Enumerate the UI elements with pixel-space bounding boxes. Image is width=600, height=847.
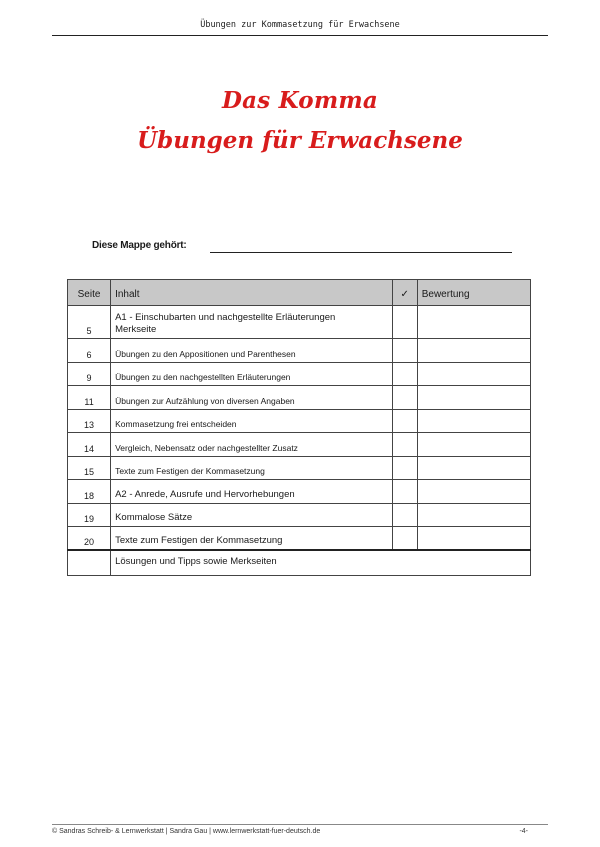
page-number: 20 xyxy=(68,527,111,551)
content-cell: A2 - Anrede, Ausrufe und Hervorhebungen xyxy=(111,480,393,504)
table-row xyxy=(68,339,531,363)
page-number: 9 xyxy=(68,362,111,386)
table-row xyxy=(68,456,531,480)
table-row xyxy=(68,409,531,433)
table-row xyxy=(68,527,531,551)
check-cell[interactable] xyxy=(392,456,417,480)
header-check: ✓ xyxy=(392,280,417,306)
contents-table xyxy=(67,279,531,576)
content-line: A1 - Einschubarten und nachgestellte Erläuterungen xyxy=(115,312,336,323)
rating-cell[interactable] xyxy=(417,386,530,410)
rating-cell[interactable] xyxy=(417,527,530,551)
check-cell[interactable] xyxy=(392,503,417,527)
header-content: Inhalt xyxy=(111,280,393,306)
page-number: 18 xyxy=(68,480,111,504)
header-title: Übungen zur Kommasetzung für Erwachsene xyxy=(200,20,400,30)
rating-cell[interactable] xyxy=(417,339,530,363)
content-cell: Vergleich, Nebensatz oder nachgestellter Zusatz xyxy=(111,433,393,457)
footer-copyright: © Sandras Schreib- & Lernwerkstatt | Sandra Gau | www.lernwerkstatt-fuer-deutsch.de xyxy=(52,828,321,835)
content-cell xyxy=(111,306,393,339)
rating-cell[interactable] xyxy=(417,409,530,433)
footer-page-number: -4- xyxy=(519,828,528,835)
owner-row xyxy=(92,240,512,256)
page-number: 15 xyxy=(68,456,111,480)
rating-cell[interactable] xyxy=(417,433,530,457)
rating-cell[interactable] xyxy=(417,503,530,527)
rating-cell[interactable] xyxy=(417,306,530,339)
title-block xyxy=(0,84,600,158)
page-number: 19 xyxy=(68,503,111,527)
page-header xyxy=(52,18,548,36)
content-cell: Texte zum Festigen der Kommasetzung xyxy=(111,456,393,480)
table-row xyxy=(68,386,531,410)
content-cell: Kommasetzung frei entscheiden xyxy=(111,409,393,433)
content-cell: Übungen zu den nachgestellten Erläuterungen xyxy=(111,362,393,386)
table-row xyxy=(68,306,531,339)
check-cell[interactable] xyxy=(392,339,417,363)
page-number: 6 xyxy=(68,339,111,363)
owner-label: Diese Mappe gehört: xyxy=(92,240,187,251)
table-row-solutions xyxy=(68,550,531,576)
table-row xyxy=(68,503,531,527)
header-rating: Bewertung xyxy=(417,280,530,306)
check-cell[interactable] xyxy=(392,480,417,504)
content-line: Merkseite xyxy=(115,324,157,335)
content-cell: Übungen zur Aufzählung von diversen Angaben xyxy=(111,386,393,410)
page-number: 5 xyxy=(68,306,111,339)
table-row xyxy=(68,362,531,386)
empty-page-cell xyxy=(68,550,111,576)
page-number: 13 xyxy=(68,409,111,433)
content-cell: Texte zum Festigen der Kommasetzung xyxy=(111,527,393,551)
table-row xyxy=(68,433,531,457)
check-cell[interactable] xyxy=(392,362,417,386)
rating-cell[interactable] xyxy=(417,362,530,386)
content-cell: Kommalose Sätze xyxy=(111,503,393,527)
owner-name-line xyxy=(210,252,512,253)
rating-cell[interactable] xyxy=(417,456,530,480)
check-cell[interactable] xyxy=(392,433,417,457)
table-header-row xyxy=(68,280,531,306)
check-cell[interactable] xyxy=(392,409,417,433)
subtitle: Übungen für Erwachsene xyxy=(137,127,463,154)
rating-cell[interactable] xyxy=(417,480,530,504)
solutions-cell: Lösungen und Tipps sowie Merkseiten xyxy=(111,550,531,576)
page-number: 14 xyxy=(68,433,111,457)
page-number: 11 xyxy=(68,386,111,410)
main-title: Das Komma xyxy=(221,87,378,114)
content-cell: Übungen zu den Appositionen und Parenthesen xyxy=(111,339,393,363)
table-row xyxy=(68,480,531,504)
header-page: Seite xyxy=(68,280,111,306)
check-cell[interactable] xyxy=(392,386,417,410)
check-cell[interactable] xyxy=(392,527,417,551)
page-footer xyxy=(52,824,548,835)
check-cell[interactable] xyxy=(392,306,417,339)
